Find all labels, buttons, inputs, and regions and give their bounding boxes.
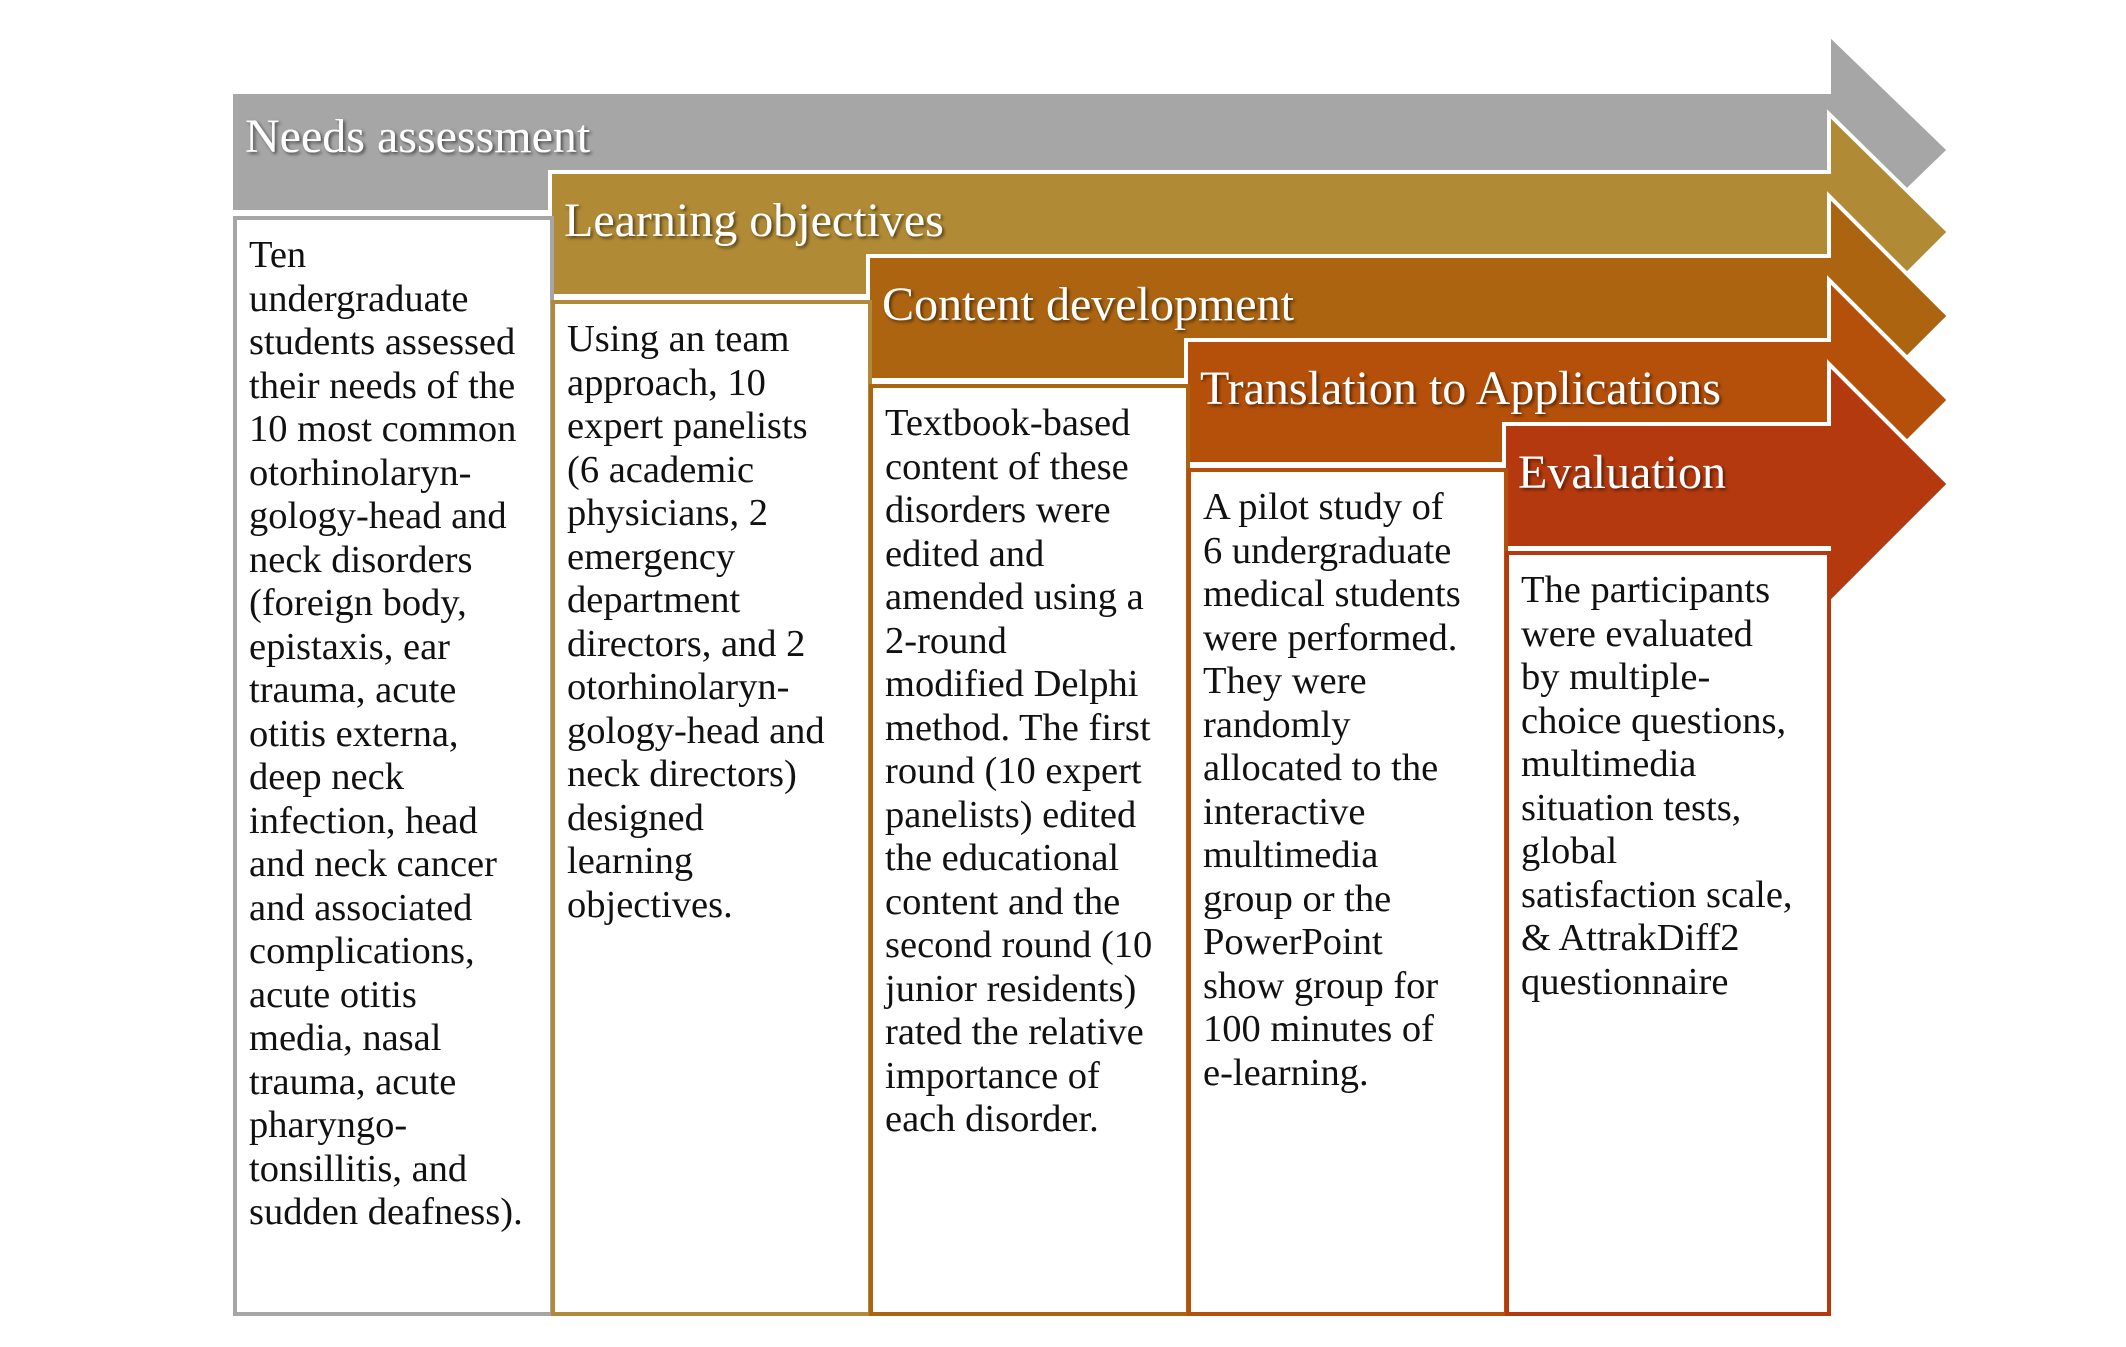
- stage-title: Evaluation: [1518, 446, 1726, 499]
- step-description-needs-assessment: Ten undergraduate students assessed their needs of the 10 most common otorhinolaryn- gology-head and neck disorders (foreign body, epistaxis, ear trauma, acute otitis externa, deep neck infection, head and neck cancer and associated complications, acute otitis media, nasal trauma, acute pharyngo- tonsillitis, and sudden deafness).: [233, 216, 554, 1316]
- stage-title: Translation to Applications: [1200, 362, 1721, 415]
- step-description-learning-objectives: Using an team approach, 10 expert panelists (6 academic physicians, 2 emergency department directors, and 2 otorhinolaryn- gology-head and neck directors) designed learning objectives.: [551, 300, 872, 1316]
- stage-title: Content development: [882, 278, 1294, 331]
- step-description-translation-to-applications: A pilot study of 6 undergraduate medical students were performed. They were randomly allocated to the interactive multimedia group or the PowerPoint show group for 100 minutes of e-learning.: [1187, 468, 1508, 1316]
- step-description-evaluation: The participants were evaluated by multiple- choice questions, multimedia situation tests, global satisfaction scale, & AttrakDiff2 questionnaire: [1505, 551, 1831, 1316]
- stage-title: Needs assessment: [245, 110, 591, 163]
- stage-title: Learning objectives: [564, 194, 944, 247]
- step-description-content-development: Textbook-based content of these disorders were edited and amended using a 2-round modified Delphi method. The first round (10 expert panelists) edited the educational content and the second round (10 junior residents) rated the relative importance of each disorder.: [869, 384, 1190, 1316]
